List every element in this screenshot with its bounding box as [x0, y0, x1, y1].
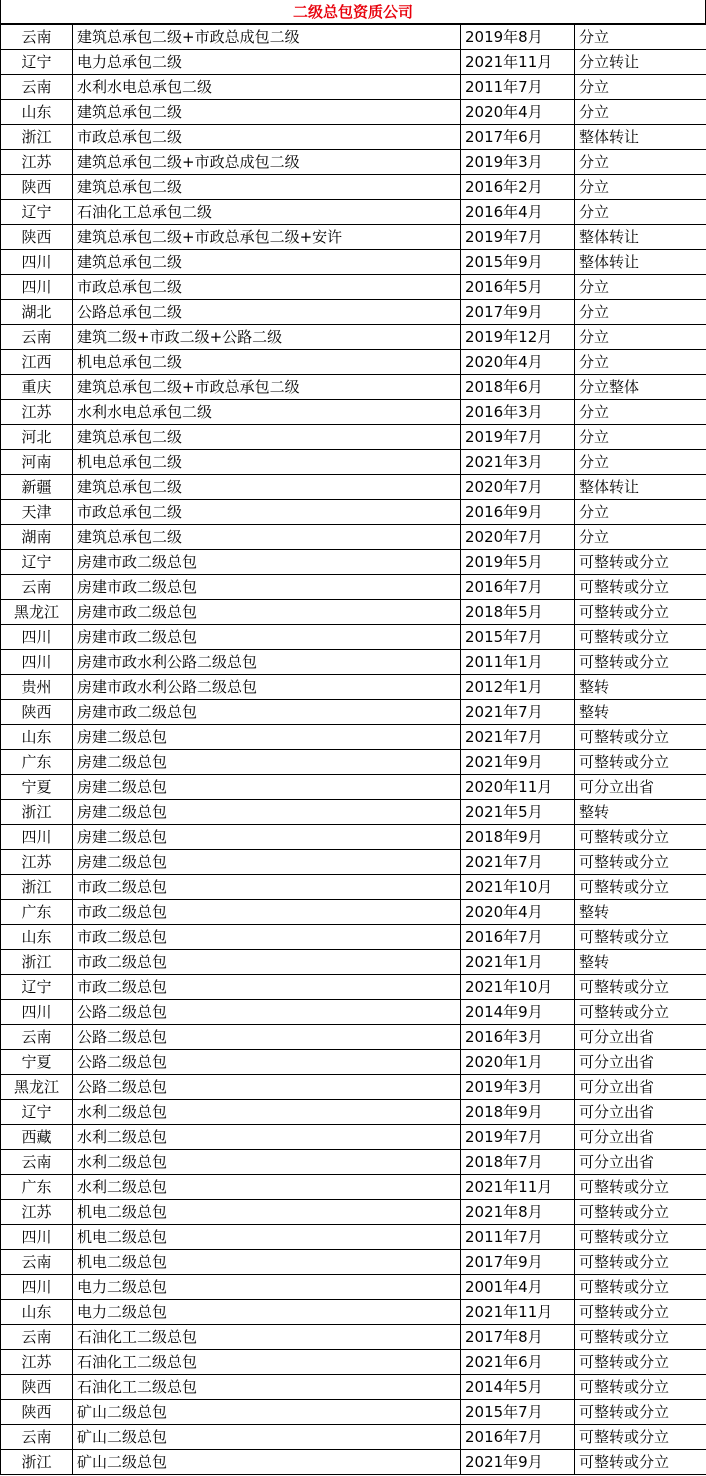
date-cell: 2021年10月: [461, 975, 575, 1000]
date-cell: 2016年7月: [461, 925, 575, 950]
table-row: [1, 375, 706, 400]
date-cell: 2018年9月: [461, 825, 575, 850]
date-cell: 2016年9月: [461, 500, 575, 525]
qualification-cell: 房建市政二级总包: [73, 550, 461, 575]
date-cell: 2011年7月: [461, 75, 575, 100]
transfer-mode-cell: 可分立出省: [575, 775, 706, 800]
province-cell: 浙江: [1, 800, 73, 825]
transfer-mode-cell: 可整转或分立: [575, 650, 706, 675]
province-cell: 浙江: [1, 1450, 73, 1475]
date-cell: 2020年11月: [461, 775, 575, 800]
qualification-cell: 房建二级总包: [73, 775, 461, 800]
qualification-cell: 水利二级总包: [73, 1150, 461, 1175]
transfer-mode-cell: 可整转或分立: [575, 1200, 706, 1225]
date-cell: 2020年4月: [461, 900, 575, 925]
date-cell: 2019年7月: [461, 425, 575, 450]
province-cell: 云南: [1, 325, 73, 350]
province-cell: 四川: [1, 1275, 73, 1300]
qualification-cell: 公路总承包二级: [73, 300, 461, 325]
qualification-cell: 房建二级总包: [73, 750, 461, 775]
table-row: [1, 950, 706, 975]
transfer-mode-cell: 可整转或分立: [575, 1375, 706, 1400]
date-cell: 2018年6月: [461, 375, 575, 400]
province-cell: 云南: [1, 1150, 73, 1175]
table-row: [1, 125, 706, 150]
date-cell: 2020年1月: [461, 1050, 575, 1075]
qualification-cell: 房建二级总包: [73, 725, 461, 750]
qualification-cell: 公路二级总包: [73, 1050, 461, 1075]
transfer-mode-cell: 可整转或分立: [575, 1450, 706, 1475]
date-cell: 2021年3月: [461, 450, 575, 475]
province-cell: 黑龙江: [1, 1075, 73, 1100]
date-cell: 2011年1月: [461, 650, 575, 675]
table-row: [1, 400, 706, 425]
date-cell: 2017年9月: [461, 300, 575, 325]
table-row: [1, 1300, 706, 1325]
qualification-cell: 机电二级总包: [73, 1225, 461, 1250]
table-row: [1, 1025, 706, 1050]
table-row: [1, 25, 706, 50]
date-cell: 2017年6月: [461, 125, 575, 150]
qualification-cell: 建筑总承包二级: [73, 525, 461, 550]
qualification-cell: 市政二级总包: [73, 925, 461, 950]
province-cell: 湖北: [1, 300, 73, 325]
province-cell: 陕西: [1, 700, 73, 725]
table-row: [1, 825, 706, 850]
province-cell: 四川: [1, 275, 73, 300]
table-row: [1, 550, 706, 575]
transfer-mode-cell: 分立: [575, 75, 706, 100]
table-row: [1, 700, 706, 725]
qualification-cell: 房建二级总包: [73, 825, 461, 850]
qualification-cell: 房建市政水利公路二级总包: [73, 650, 461, 675]
province-cell: 山东: [1, 725, 73, 750]
table-row: [1, 525, 706, 550]
table-row: [1, 1375, 706, 1400]
qualification-cell: 建筑总承包二级+市政总成包二级: [73, 25, 461, 50]
date-cell: 2019年8月: [461, 25, 575, 50]
province-cell: 河北: [1, 425, 73, 450]
transfer-mode-cell: 整体转让: [575, 475, 706, 500]
province-cell: 湖南: [1, 525, 73, 550]
date-cell: 2015年7月: [461, 625, 575, 650]
transfer-mode-cell: 分立: [575, 500, 706, 525]
province-cell: 新疆: [1, 475, 73, 500]
qualification-cell: 房建市政二级总包: [73, 575, 461, 600]
date-cell: 2021年5月: [461, 800, 575, 825]
qualification-cell: 建筑总承包二级: [73, 425, 461, 450]
qualification-cell: 市政二级总包: [73, 975, 461, 1000]
date-cell: 2021年11月: [461, 1175, 575, 1200]
province-cell: 四川: [1, 825, 73, 850]
table-row: [1, 900, 706, 925]
date-cell: 2014年5月: [461, 1375, 575, 1400]
transfer-mode-cell: 可整转或分立: [575, 1300, 706, 1325]
table-row: [1, 1125, 706, 1150]
date-cell: 2020年4月: [461, 100, 575, 125]
company-table: [0, 24, 706, 1475]
qualification-cell: 水利水电总承包二级: [73, 400, 461, 425]
qualification-cell: 水利二级总包: [73, 1100, 461, 1125]
transfer-mode-cell: 可分立出省: [575, 1125, 706, 1150]
date-cell: 2012年1月: [461, 675, 575, 700]
table-row: [1, 1150, 706, 1175]
province-cell: 贵州: [1, 675, 73, 700]
table-row: [1, 850, 706, 875]
date-cell: 2019年3月: [461, 150, 575, 175]
date-cell: 2017年9月: [461, 1250, 575, 1275]
sheet-title: 二级总包资质公司: [0, 0, 706, 24]
table-row: [1, 225, 706, 250]
qualification-cell: 建筑总承包二级: [73, 100, 461, 125]
transfer-mode-cell: 可整转或分立: [575, 875, 706, 900]
transfer-mode-cell: 可分立出省: [575, 1150, 706, 1175]
transfer-mode-cell: 分立: [575, 425, 706, 450]
table-row: [1, 575, 706, 600]
table-row: [1, 350, 706, 375]
date-cell: 2016年3月: [461, 400, 575, 425]
table-row: [1, 625, 706, 650]
table-row: [1, 325, 706, 350]
table-row: [1, 1075, 706, 1100]
transfer-mode-cell: 可整转或分立: [575, 725, 706, 750]
date-cell: 2011年7月: [461, 1225, 575, 1250]
table-row: [1, 450, 706, 475]
province-cell: 广东: [1, 1175, 73, 1200]
table-row: [1, 75, 706, 100]
table-row: [1, 925, 706, 950]
province-cell: 陕西: [1, 225, 73, 250]
province-cell: 陕西: [1, 1375, 73, 1400]
date-cell: 2021年9月: [461, 750, 575, 775]
table-row: [1, 1100, 706, 1125]
table-row: [1, 200, 706, 225]
date-cell: 2021年7月: [461, 700, 575, 725]
transfer-mode-cell: 可整转或分立: [575, 925, 706, 950]
qualification-cell: 房建二级总包: [73, 850, 461, 875]
province-cell: 辽宁: [1, 550, 73, 575]
province-cell: 四川: [1, 1000, 73, 1025]
province-cell: 广东: [1, 750, 73, 775]
date-cell: 2015年9月: [461, 250, 575, 275]
date-cell: 2018年5月: [461, 600, 575, 625]
date-cell: 2018年9月: [461, 1100, 575, 1125]
table-row: [1, 775, 706, 800]
qualification-cell: 市政二级总包: [73, 900, 461, 925]
province-cell: 云南: [1, 1025, 73, 1050]
transfer-mode-cell: 可整转或分立: [575, 1000, 706, 1025]
qualification-cell: 建筑总承包二级: [73, 250, 461, 275]
transfer-mode-cell: 分立: [575, 300, 706, 325]
table-row: [1, 1350, 706, 1375]
province-cell: 宁夏: [1, 1050, 73, 1075]
transfer-mode-cell: 可整转或分立: [575, 1400, 706, 1425]
qualification-cell: 市政总承包二级: [73, 500, 461, 525]
qualification-cell: 房建市政水利公路二级总包: [73, 675, 461, 700]
date-cell: 2020年7月: [461, 525, 575, 550]
transfer-mode-cell: 分立整体: [575, 375, 706, 400]
province-cell: 云南: [1, 1325, 73, 1350]
qualification-cell: 公路二级总包: [73, 1025, 461, 1050]
province-cell: 山东: [1, 1300, 73, 1325]
qualification-cell: 建筑总承包二级+市政总承包二级: [73, 375, 461, 400]
date-cell: 2016年7月: [461, 1425, 575, 1450]
table-row: [1, 1225, 706, 1250]
date-cell: 2016年5月: [461, 275, 575, 300]
transfer-mode-cell: 可整转或分立: [575, 1350, 706, 1375]
qualification-cell: 公路二级总包: [73, 1000, 461, 1025]
date-cell: 2019年7月: [461, 225, 575, 250]
qualification-cell: 机电二级总包: [73, 1250, 461, 1275]
table-row: [1, 600, 706, 625]
transfer-mode-cell: 整体转让: [575, 225, 706, 250]
transfer-mode-cell: 可分立出省: [575, 1100, 706, 1125]
date-cell: 2020年4月: [461, 350, 575, 375]
qualification-cell: 建筑二级+市政二级+公路二级: [73, 325, 461, 350]
province-cell: 重庆: [1, 375, 73, 400]
qualification-cell: 建筑总承包二级+市政总成包二级: [73, 150, 461, 175]
qualification-cell: 电力总承包二级: [73, 50, 461, 75]
transfer-mode-cell: 可整转或分立: [575, 825, 706, 850]
table-row: [1, 250, 706, 275]
province-cell: 江苏: [1, 150, 73, 175]
province-cell: 陕西: [1, 175, 73, 200]
qualification-cell: 石油化工二级总包: [73, 1325, 461, 1350]
qualification-cell: 市政二级总包: [73, 950, 461, 975]
table-row: [1, 175, 706, 200]
transfer-mode-cell: 可分立出省: [575, 1075, 706, 1100]
transfer-mode-cell: 可整转或分立: [575, 975, 706, 1000]
qualification-cell: 水利水电总承包二级: [73, 75, 461, 100]
transfer-mode-cell: 可整转或分立: [575, 1175, 706, 1200]
table-row: [1, 500, 706, 525]
table-row: [1, 675, 706, 700]
transfer-mode-cell: 分立: [575, 175, 706, 200]
qualification-cell: 石油化工二级总包: [73, 1375, 461, 1400]
province-cell: 云南: [1, 1250, 73, 1275]
date-cell: 2016年2月: [461, 175, 575, 200]
table-row: [1, 975, 706, 1000]
table-row: [1, 1200, 706, 1225]
table-row: [1, 300, 706, 325]
date-cell: 2019年5月: [461, 550, 575, 575]
province-cell: 云南: [1, 25, 73, 50]
transfer-mode-cell: 分立转让: [575, 50, 706, 75]
qualification-cell: 石油化工总承包二级: [73, 200, 461, 225]
province-cell: 河南: [1, 450, 73, 475]
qualification-cell: 机电二级总包: [73, 1200, 461, 1225]
date-cell: 2016年4月: [461, 200, 575, 225]
table-row: [1, 275, 706, 300]
qualification-cell: 电力二级总包: [73, 1300, 461, 1325]
province-cell: 辽宁: [1, 200, 73, 225]
transfer-mode-cell: 整体转让: [575, 250, 706, 275]
transfer-mode-cell: 分立: [575, 25, 706, 50]
qualification-cell: 建筑总承包二级+市政总承包二级+安许: [73, 225, 461, 250]
province-cell: 辽宁: [1, 50, 73, 75]
table-row: [1, 1425, 706, 1450]
table-row: [1, 1050, 706, 1075]
date-cell: 2016年7月: [461, 575, 575, 600]
province-cell: 天津: [1, 500, 73, 525]
table-row: [1, 875, 706, 900]
transfer-mode-cell: 可整转或分立: [575, 600, 706, 625]
table-row: [1, 100, 706, 125]
table-row: [1, 800, 706, 825]
province-cell: 四川: [1, 250, 73, 275]
transfer-mode-cell: 可整转或分立: [575, 1225, 706, 1250]
date-cell: 2019年12月: [461, 325, 575, 350]
transfer-mode-cell: 可整转或分立: [575, 1275, 706, 1300]
province-cell: 四川: [1, 625, 73, 650]
qualification-cell: 房建市政二级总包: [73, 600, 461, 625]
province-cell: 辽宁: [1, 1100, 73, 1125]
date-cell: 2021年7月: [461, 850, 575, 875]
transfer-mode-cell: 可整转或分立: [575, 575, 706, 600]
province-cell: 江苏: [1, 400, 73, 425]
transfer-mode-cell: 整转: [575, 700, 706, 725]
province-cell: 江苏: [1, 1350, 73, 1375]
transfer-mode-cell: 可整转或分立: [575, 1250, 706, 1275]
transfer-mode-cell: 可整转或分立: [575, 550, 706, 575]
province-cell: 浙江: [1, 875, 73, 900]
qualification-cell: 机电总承包二级: [73, 450, 461, 475]
province-cell: 辽宁: [1, 975, 73, 1000]
transfer-mode-cell: 整转: [575, 950, 706, 975]
date-cell: 2021年8月: [461, 1200, 575, 1225]
transfer-mode-cell: 分立: [575, 275, 706, 300]
date-cell: 2021年9月: [461, 1450, 575, 1475]
qualification-cell: 房建市政二级总包: [73, 700, 461, 725]
province-cell: 云南: [1, 75, 73, 100]
qualification-cell: 水利二级总包: [73, 1175, 461, 1200]
table-row: [1, 475, 706, 500]
table-row: [1, 1400, 706, 1425]
province-cell: 浙江: [1, 950, 73, 975]
transfer-mode-cell: 分立: [575, 325, 706, 350]
province-cell: 山东: [1, 925, 73, 950]
transfer-mode-cell: 整转: [575, 900, 706, 925]
date-cell: 2020年7月: [461, 475, 575, 500]
province-cell: 江苏: [1, 1200, 73, 1225]
qualification-cell: 建筑总承包二级: [73, 175, 461, 200]
date-cell: 2016年3月: [461, 1025, 575, 1050]
table-row: [1, 1000, 706, 1025]
date-cell: 2021年11月: [461, 50, 575, 75]
qualification-cell: 房建二级总包: [73, 800, 461, 825]
qualification-cell: 市政二级总包: [73, 875, 461, 900]
province-cell: 江西: [1, 350, 73, 375]
province-cell: 云南: [1, 1425, 73, 1450]
table-row: [1, 1325, 706, 1350]
transfer-mode-cell: 可整转或分立: [575, 1325, 706, 1350]
province-cell: 广东: [1, 900, 73, 925]
qualification-cell: 石油化工二级总包: [73, 1350, 461, 1375]
province-cell: 云南: [1, 575, 73, 600]
table-row: [1, 150, 706, 175]
qualification-cell: 房建市政二级总包: [73, 625, 461, 650]
table-body: [1, 25, 706, 1475]
table-row: [1, 1250, 706, 1275]
province-cell: 陕西: [1, 1400, 73, 1425]
transfer-mode-cell: 可整转或分立: [575, 1425, 706, 1450]
transfer-mode-cell: 分立: [575, 200, 706, 225]
table-row: [1, 50, 706, 75]
province-cell: 四川: [1, 1225, 73, 1250]
table-row: [1, 1275, 706, 1300]
transfer-mode-cell: 可分立出省: [575, 1050, 706, 1075]
transfer-mode-cell: 整体转让: [575, 125, 706, 150]
date-cell: 2001年4月: [461, 1275, 575, 1300]
transfer-mode-cell: 可分立出省: [575, 1025, 706, 1050]
province-cell: 宁夏: [1, 775, 73, 800]
province-cell: 浙江: [1, 125, 73, 150]
transfer-mode-cell: 分立: [575, 100, 706, 125]
transfer-mode-cell: 分立: [575, 400, 706, 425]
date-cell: 2014年9月: [461, 1000, 575, 1025]
date-cell: 2015年7月: [461, 1400, 575, 1425]
transfer-mode-cell: 分立: [575, 150, 706, 175]
province-cell: 西藏: [1, 1125, 73, 1150]
qualification-cell: 矿山二级总包: [73, 1400, 461, 1425]
transfer-mode-cell: 可整转或分立: [575, 750, 706, 775]
date-cell: 2021年6月: [461, 1350, 575, 1375]
province-cell: 黑龙江: [1, 600, 73, 625]
table-row: [1, 725, 706, 750]
table-row: [1, 750, 706, 775]
date-cell: 2018年7月: [461, 1150, 575, 1175]
transfer-mode-cell: 分立: [575, 350, 706, 375]
qualification-cell: 矿山二级总包: [73, 1425, 461, 1450]
transfer-mode-cell: 整转: [575, 800, 706, 825]
qualification-cell: 建筑总承包二级: [73, 475, 461, 500]
qualification-cell: 公路二级总包: [73, 1075, 461, 1100]
date-cell: 2019年3月: [461, 1075, 575, 1100]
date-cell: 2021年1月: [461, 950, 575, 975]
date-cell: 2021年10月: [461, 875, 575, 900]
table-row: [1, 650, 706, 675]
table-row: [1, 1450, 706, 1475]
transfer-mode-cell: 分立: [575, 450, 706, 475]
province-cell: 四川: [1, 650, 73, 675]
date-cell: 2021年11月: [461, 1300, 575, 1325]
qualification-cell: 机电总承包二级: [73, 350, 461, 375]
transfer-mode-cell: 整转: [575, 675, 706, 700]
province-cell: 江苏: [1, 850, 73, 875]
province-cell: 山东: [1, 100, 73, 125]
transfer-mode-cell: 可整转或分立: [575, 625, 706, 650]
qualification-cell: 矿山二级总包: [73, 1450, 461, 1475]
date-cell: 2021年7月: [461, 725, 575, 750]
qualification-cell: 市政总承包二级: [73, 125, 461, 150]
qualification-cell: 电力二级总包: [73, 1275, 461, 1300]
table-row: [1, 1175, 706, 1200]
qualification-cell: 水利二级总包: [73, 1125, 461, 1150]
transfer-mode-cell: 可整转或分立: [575, 850, 706, 875]
table-row: [1, 425, 706, 450]
date-cell: 2017年8月: [461, 1325, 575, 1350]
qualification-cell: 市政总承包二级: [73, 275, 461, 300]
transfer-mode-cell: 分立: [575, 525, 706, 550]
date-cell: 2019年7月: [461, 1125, 575, 1150]
